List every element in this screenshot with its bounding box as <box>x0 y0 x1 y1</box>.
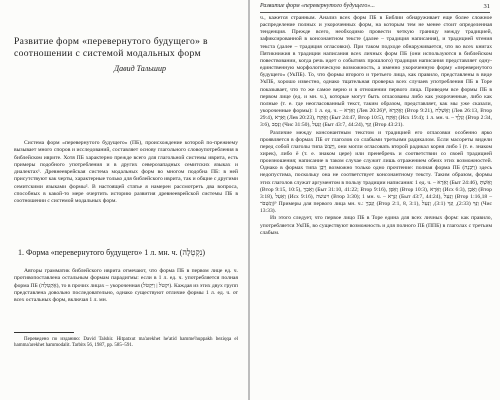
article-author: Давид Тальшир <box>114 64 166 73</box>
body-paragraph-3: Из этого следует, что первое лицо ПБ в Торе едина для всех личных форм: как правило, употребляется УкПБ, во существуют возможность и для полного ПБ (ППБ) в глаголах с третьим слабым. <box>260 215 492 236</box>
running-head-title: Развитие форм «перевернутого будущего»... <box>260 3 375 9</box>
footnote: Переведено по изданию: David Talshir. Hitpatxut ma'arekhet he'atid hamme'huppakh beziqqa el hamma'arekhet hammodalit. Tarbits 56, 1987, pp. 585–591. <box>14 337 238 349</box>
section-paragraph: Авторы грамматик библейского иврита отмечают, что форма ПБ в первом лице ед. ч. противопоставлена остальным формам парадигмы: если в 1 л. ед. ч. употребляется полная форма ПБ (אֶקְטְלָה), то в прочих лицах – укороченная (יִקְטֹל | וַיִּקְטֹל). Каждая из этих двух групп представлена довольно последовательно, однако существуют отличие формы 1 л. ед. ч. от всех остальных форм, включая 1 л. мн. <box>14 268 239 304</box>
article-title: Развитие форм «перевернутого будущего» в соотношении с системой модальных форм <box>14 36 208 59</box>
running-header <box>260 3 490 13</box>
intro-paragraph: Система форм «перевернутого будущего» (ПБ), происхождение которой по-прежнему вызывает много споров и исследований, составляет основу глагольного словоупотребления в библейском иврите. Хотя ПБ характерно прежде всего для глагольной системы иврита, есть примеры подобного употребления и в других северозападных семитских языках и диалектах¹. Древнееврейская система модальных форм во многом подобна ПБ: в ней присутствуют как черты, характерные только для библейского иврита, так и общие с другими семитскими языками формы². В настоящей статье я намерен рассмотреть два вопроса, способных в какой-то мере очертить историю развития древнееврейской системы ПБ в соотношении с системой модальных форм. <box>14 140 238 205</box>
right-page <box>250 0 500 400</box>
body-paragraph-1: ч., кажется странным. Анализ всех форм ПБ в Библии обнаруживает еще более сложное распределение полных и укороченных форм, на которым тем не менее стоит определенная тенденция. Прежде всего, необходимо провести четкую границу между традицией, зафиксированной в консонантном тексте (далее – традиция написания), и традицией чтения текста (далее – традиция огласовки). При таком подходе обнаруживается, что во всех книгах Пятикнижия в традиции написания всех личных форм ПБ (они используются в библейском повествовании, когда речь идет о событиях прошлого) традиция написания представляет одну-единственную морфологическую возможность, а именно укороченную форму «перевернутого будущего» (УкПБ). То, что формы второго и третьего лица, как правило, представлены в виде УкПБ, хорошо известно, однако тщательная проверка всех случаев употребления ПБ в Торе показывает, что то же самое верно и в отношении первого лица. Приведем все формы ПБ в первом лице (ед. и мн. ч.), которые могут быть огласованы либо как укороченные, либо как полные (т. е. где неогласованный текст, таким образом, представляет, как мы уже сказали, укороченные формы): 1 л. ед. ч. – וָאֵרָא (Лев 20:26)⁸, וָאֶקְרָא (Втор 9:21), וָאֶשְׁלַח (Лев 26:13, Втор 29:4), וָאֵרֶא (Лев 20:23), וָאֶקַּח (Быт 24:47, Втор 10:5), וָאֶקַּח (Исх 19:4); 1 л. мн. ч. – וַנֵּלֶךְ (Втор 2:34, 3:6), וַנָּסַב (Чис 31:50), וַנַּעַל (Быт 43:7, 44:24), וַנַּךְ (Втор 43:21). <box>260 15 492 129</box>
section-heading: 1. Форма «перевернутого будущего» 1 л. мн. ч. (נִקְטְלָה) <box>18 248 206 257</box>
left-page <box>0 0 248 400</box>
footnote-rule <box>14 332 74 333</box>
body-paragraph-2: Различие между консонантным текстом и традицией его огласовки особенно ярко проявляется в формах ПБ от глаголов со слабыми третьими радикалом. Если масореты видели перед собой глаголы типа וַיַּעַשׂ, они могли огласовать второй радикал корня либо ī (т. е. знаком хирек), либо ē (т. е. знаком цере) или пренебречь и соответствии со своей традицией произношения; написание в таком случае служит лишь отражением обеих этих возможностей. Однако в формах типа וַיִּבֶן возможно только одно прочтение: полная форма ПБ (וַיִּבְנֶה) здесь недопустима, поскольку она не соответствует консонантному тексту. Таким образом, формы этих глаголов служат аргументом в пользу традиции написания: 1 ед. ч. – וָאֵרֶא (Быт 24:46), וָאֵשְׁתְּ (Втор 9:15, 10:5), וָאֵבְךְּ (Быт 31:10, 41:22; Втор 9:16), וָאֵפֶן (Втор 10:3), וָאֵרֶא (Исх 6:3), וָאֵבֶן (Втор 3:18), וָאֵעַל (Исх 9:16), ויעשה (Втор 3:30); 1 мн. ч. – וַנֵּרֶא (Быт 43:7, 44:24), וַנַּעַל (Втор 1:16,18 – וַנִּשְׁבֹּר)⁹ Примеры для первого лица мн. ч.: וַנֵּבְךְּ (Втор 2:1, 8, 3:1), וַנַּךְ (2:33), וַנַּךְ (3:1), וַנַּעַל (Чис 13:33). <box>260 129 492 215</box>
page-number: 31 <box>483 3 490 10</box>
right-body <box>260 15 492 237</box>
